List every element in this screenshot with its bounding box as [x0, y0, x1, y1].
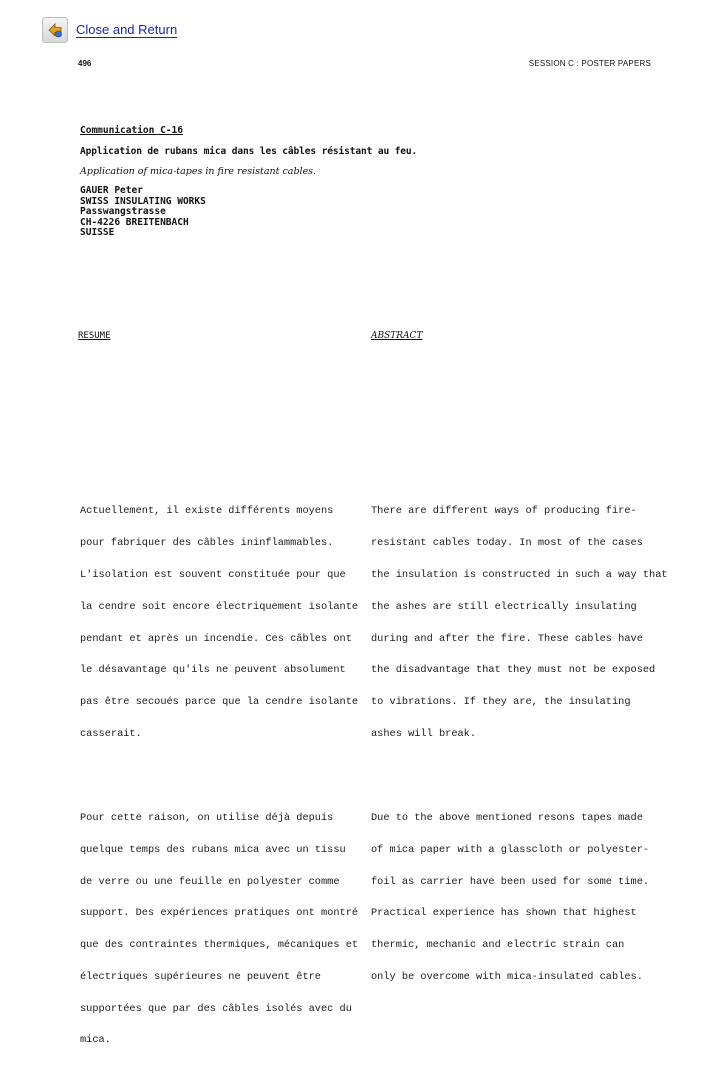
text-line: There are different ways of producing fire-	[371, 505, 637, 518]
text-line: the ashes are still electrically insulating	[371, 600, 637, 613]
text-line: Pour cette raison, on utilise déjà depuis	[80, 812, 334, 824]
text-line: quelque temps des rubans mica avec un tissu	[80, 843, 346, 856]
author-address	[80, 186, 640, 239]
text-line: que des contraintes thermiques, mécaniques et	[80, 939, 359, 952]
text-line: la cendre soit encore électriquement isolante	[80, 600, 359, 613]
text-line: resistant cables today. In most of the cases	[371, 537, 643, 550]
resume-text	[80, 464, 359, 1088]
resume-paragraph-1	[80, 485, 359, 760]
text-line: pour fabriquer des câbles ininflammables.	[80, 537, 334, 550]
text-line: thermic, mechanic and electric strain can	[371, 939, 625, 952]
close-return-icon	[42, 17, 68, 43]
text-line: mica.	[80, 1034, 111, 1047]
communication-number: Communication C-16	[80, 125, 183, 136]
title-french: Application de rubans mica dans les câbles résistant au feu.	[80, 146, 418, 157]
abstract-paragraph-1	[371, 485, 668, 760]
text-line: pendant et après un incendie. Ces câbles ont	[80, 632, 352, 645]
text-line: to vibrations. If they are, the insulating	[371, 696, 631, 709]
text-line: le désavantage qu'ils ne peuvent absolument	[80, 664, 346, 677]
text-line: électriques supérieures ne peuvent être	[80, 970, 321, 983]
text-line: of mica paper with a glasscloth or polyester-	[371, 843, 650, 856]
title-english: Application of mica-tapes in fire resistant cables.	[80, 166, 317, 177]
text-line: de verre ou une feuille en polyester comme	[80, 875, 340, 888]
organization: SWISS INSULATING WORKS	[80, 195, 206, 207]
text-line: Actuellement, il existe différents moyens	[80, 505, 334, 518]
text-line: the insulation is constructed in such a way that	[371, 568, 668, 581]
text-line: pas être secoués parce que la cendre isolante	[80, 696, 359, 709]
abstract-text	[371, 464, 668, 1024]
author-name: GAUER Peter	[80, 185, 143, 196]
text-line: Due to the above mentioned resons tapes made	[371, 812, 643, 824]
text-line: casserait.	[80, 727, 142, 740]
abstract-paragraph-2	[371, 792, 661, 1004]
abstract-heading: ABSTRACT	[371, 331, 423, 341]
text-line: support. Des expériences pratiques ont montré	[80, 907, 359, 920]
close-and-return-label[interactable]: Close and Return	[76, 22, 178, 37]
resume-paragraph-2	[80, 792, 359, 1067]
postal-city: CH-4226 BREITENBACH	[80, 216, 189, 228]
text-line: Practical experience has shown that highest	[371, 907, 637, 920]
communication-block	[80, 125, 640, 239]
close-and-return-button[interactable]	[42, 17, 177, 43]
text-line: L'isolation est souvent constituée pour que	[80, 568, 346, 581]
text-line: ashes will break.	[371, 727, 477, 740]
text-line: the disadvantage that they must not be exposed	[371, 664, 656, 677]
resume-heading: RESUME	[78, 331, 111, 341]
page-number: 496	[78, 59, 92, 68]
country: SUISSE	[80, 227, 115, 238]
text-line: only be overcome with mica-insulated cables.	[371, 970, 643, 983]
text-line: foil as carrier have been used for some time.	[371, 875, 650, 888]
session-header: SESSION C : POSTER PAPERS	[528, 59, 651, 68]
text-line: supportées que par des câbles isolés avec du	[80, 1002, 352, 1015]
street: Passwangstrasse	[80, 206, 166, 217]
text-line: during and after the fire. These cables have	[371, 632, 643, 645]
